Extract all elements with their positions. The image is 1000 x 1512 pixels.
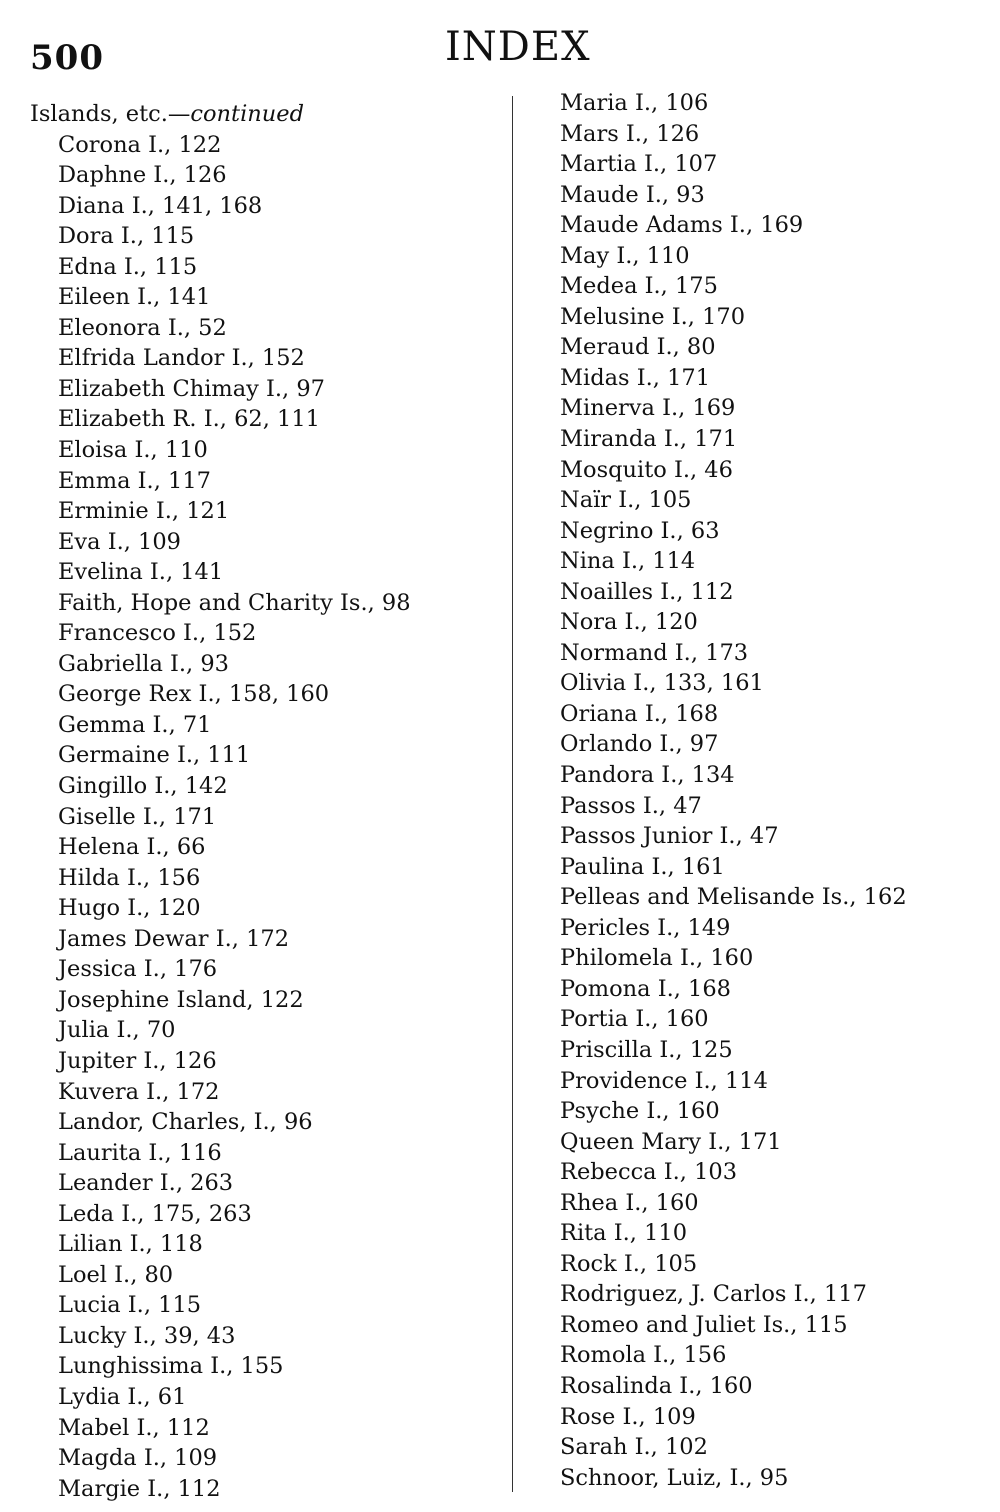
index-entry: James Dewar I., 172 bbox=[58, 925, 290, 952]
index-entry: Lucky I., 39, 43 bbox=[58, 1322, 236, 1349]
index-entry: Rebecca I., 103 bbox=[560, 1159, 738, 1186]
index-entry: Emma I., 117 bbox=[58, 467, 211, 494]
index-entry: Miranda I., 171 bbox=[560, 426, 738, 453]
index-entry: Eva I., 109 bbox=[58, 528, 181, 555]
index-entry: Mars I., 126 bbox=[560, 120, 700, 147]
index-entry: Daphne I., 126 bbox=[58, 162, 227, 189]
index-entry: Evelina I., 141 bbox=[58, 559, 224, 586]
index-entry: Olivia I., 133, 161 bbox=[560, 670, 764, 697]
index-column-right bbox=[556, 88, 986, 1493]
index-entry: Giselle I., 171 bbox=[58, 803, 217, 830]
index-entry: Pomona I., 168 bbox=[560, 975, 732, 1002]
index-entry: Magda I., 109 bbox=[58, 1445, 218, 1472]
index-entry: Martia I., 107 bbox=[560, 151, 718, 178]
index-entry: Francesco I., 152 bbox=[58, 620, 257, 647]
index-entry: Kuvera I., 172 bbox=[58, 1078, 220, 1105]
index-entry: Josephine Island, 122 bbox=[58, 986, 304, 1013]
index-entry: Naïr I., 105 bbox=[560, 487, 692, 514]
index-entry: Portia I., 160 bbox=[560, 1006, 709, 1033]
index-entry: George Rex I., 158, 160 bbox=[58, 681, 330, 708]
index-entry: Eloisa I., 110 bbox=[58, 437, 208, 464]
section-heading-continued: continued bbox=[190, 101, 304, 127]
index-entry: Romeo and Juliet Is., 115 bbox=[560, 1311, 848, 1338]
index-entry: Schnoor, Luiz, I., 95 bbox=[560, 1464, 789, 1491]
index-entry: Laurita I., 116 bbox=[58, 1139, 222, 1166]
index-section-heading bbox=[30, 99, 500, 130]
index-entry: Philomela I., 160 bbox=[560, 945, 754, 972]
index-entry: Negrino I., 63 bbox=[560, 517, 720, 544]
index-entry: Paulina I., 161 bbox=[560, 853, 725, 880]
index-entry: Gingillo I., 142 bbox=[58, 773, 228, 800]
index-entry: Elfrida Landor I., 152 bbox=[58, 345, 305, 372]
index-entry: Minerva I., 169 bbox=[560, 395, 736, 422]
index-entry: Hilda I., 156 bbox=[58, 864, 201, 891]
page-title: INDEX bbox=[445, 24, 591, 70]
index-entry: Nina I., 114 bbox=[560, 548, 696, 575]
index-entry: Passos Junior I., 47 bbox=[560, 823, 779, 850]
index-entry: Edna I., 115 bbox=[58, 253, 198, 280]
index-entry: Maria I., 106 bbox=[560, 90, 709, 116]
index-entry: Corona I., 122 bbox=[58, 131, 222, 158]
index-entry: Loel I., 80 bbox=[58, 1261, 174, 1288]
index-entry: Rose I., 109 bbox=[560, 1403, 696, 1430]
index-entry: Helena I., 66 bbox=[58, 834, 206, 861]
index-entry: Noailles I., 112 bbox=[560, 578, 734, 605]
index-entry: Mosquito I., 46 bbox=[560, 456, 733, 483]
index-entry: Margie I., 112 bbox=[58, 1475, 221, 1502]
index-entry: Medea I., 175 bbox=[560, 273, 718, 300]
index-entry: Pandora I., 134 bbox=[560, 762, 735, 789]
index-entry: Mabel I., 112 bbox=[58, 1414, 210, 1441]
index-entry: Eleonora I., 52 bbox=[58, 314, 227, 341]
index-column-left bbox=[30, 99, 500, 1504]
index-entry: Leda I., 175, 263 bbox=[58, 1200, 252, 1227]
index-entry: Rosalinda I., 160 bbox=[560, 1372, 753, 1399]
index-entry: Gabriella I., 93 bbox=[58, 650, 229, 677]
section-heading-text: Islands, etc.— bbox=[30, 101, 191, 127]
index-entry: Providence I., 114 bbox=[560, 1067, 768, 1094]
index-entry: Nora I., 120 bbox=[560, 609, 698, 636]
index-entry: Sarah I., 102 bbox=[560, 1434, 708, 1461]
index-entry: Priscilla I., 125 bbox=[560, 1036, 733, 1063]
index-entry: Rita I., 110 bbox=[560, 1220, 688, 1247]
index-entry: Elizabeth R. I., 62, 111 bbox=[58, 406, 320, 433]
index-entry: Julia I., 70 bbox=[58, 1017, 176, 1044]
page-number: 500 bbox=[30, 38, 104, 78]
index-entry: Landor, Charles, I., 96 bbox=[58, 1109, 313, 1136]
index-entry: Normand I., 173 bbox=[560, 639, 749, 666]
index-entry: Jupiter I., 126 bbox=[58, 1047, 217, 1074]
index-entry: Maude Adams I., 169 bbox=[560, 212, 804, 239]
index-entry: Dora I., 115 bbox=[58, 223, 195, 250]
index-entry: Passos I., 47 bbox=[560, 792, 702, 819]
index-entry: Lilian I., 118 bbox=[58, 1231, 203, 1258]
index-entry: Lunghissima I., 155 bbox=[58, 1353, 284, 1380]
index-entry: Hugo I., 120 bbox=[58, 895, 201, 922]
index-entry: Elizabeth Chimay I., 97 bbox=[58, 375, 325, 402]
index-entry: Rhea I., 160 bbox=[560, 1189, 699, 1216]
index-entry: Meraud I., 80 bbox=[560, 334, 716, 361]
index-entry: Psyche I., 160 bbox=[560, 1098, 720, 1125]
index-entry: Rodriguez, J. Carlos I., 117 bbox=[560, 1281, 867, 1308]
index-entry: Lucia I., 115 bbox=[58, 1292, 202, 1319]
index-entry: Melusine I., 170 bbox=[560, 303, 746, 330]
index-entry: Orlando I., 97 bbox=[560, 731, 719, 758]
index-entry: Jessica I., 176 bbox=[58, 956, 218, 983]
index-entry: Maude I., 93 bbox=[560, 181, 705, 208]
index-entry: Diana I., 141, 168 bbox=[58, 192, 263, 219]
index-entry: Romola I., 156 bbox=[560, 1342, 727, 1369]
index-entry: Erminie I., 121 bbox=[58, 498, 230, 525]
column-divider bbox=[512, 96, 513, 1492]
index-entry: Germaine I., 111 bbox=[58, 742, 251, 769]
index-entry: Oriana I., 168 bbox=[560, 700, 719, 727]
index-entry: Pericles I., 149 bbox=[560, 914, 731, 941]
index-entry: Midas I., 171 bbox=[560, 364, 711, 391]
index-entry: May I., 110 bbox=[560, 242, 690, 269]
index-entry: Queen Mary I., 171 bbox=[560, 1128, 782, 1155]
index-entry: Pelleas and Melisande Is., 162 bbox=[560, 884, 907, 911]
index-entry: Leander I., 263 bbox=[58, 1170, 234, 1197]
index-entry: Eileen I., 141 bbox=[58, 284, 211, 311]
index-entry: Lydia I., 61 bbox=[58, 1383, 187, 1410]
index-entry: Gemma I., 71 bbox=[58, 711, 212, 738]
index-entry: Faith, Hope and Charity Is., 98 bbox=[58, 589, 411, 616]
index-entry: Rock I., 105 bbox=[560, 1250, 698, 1277]
